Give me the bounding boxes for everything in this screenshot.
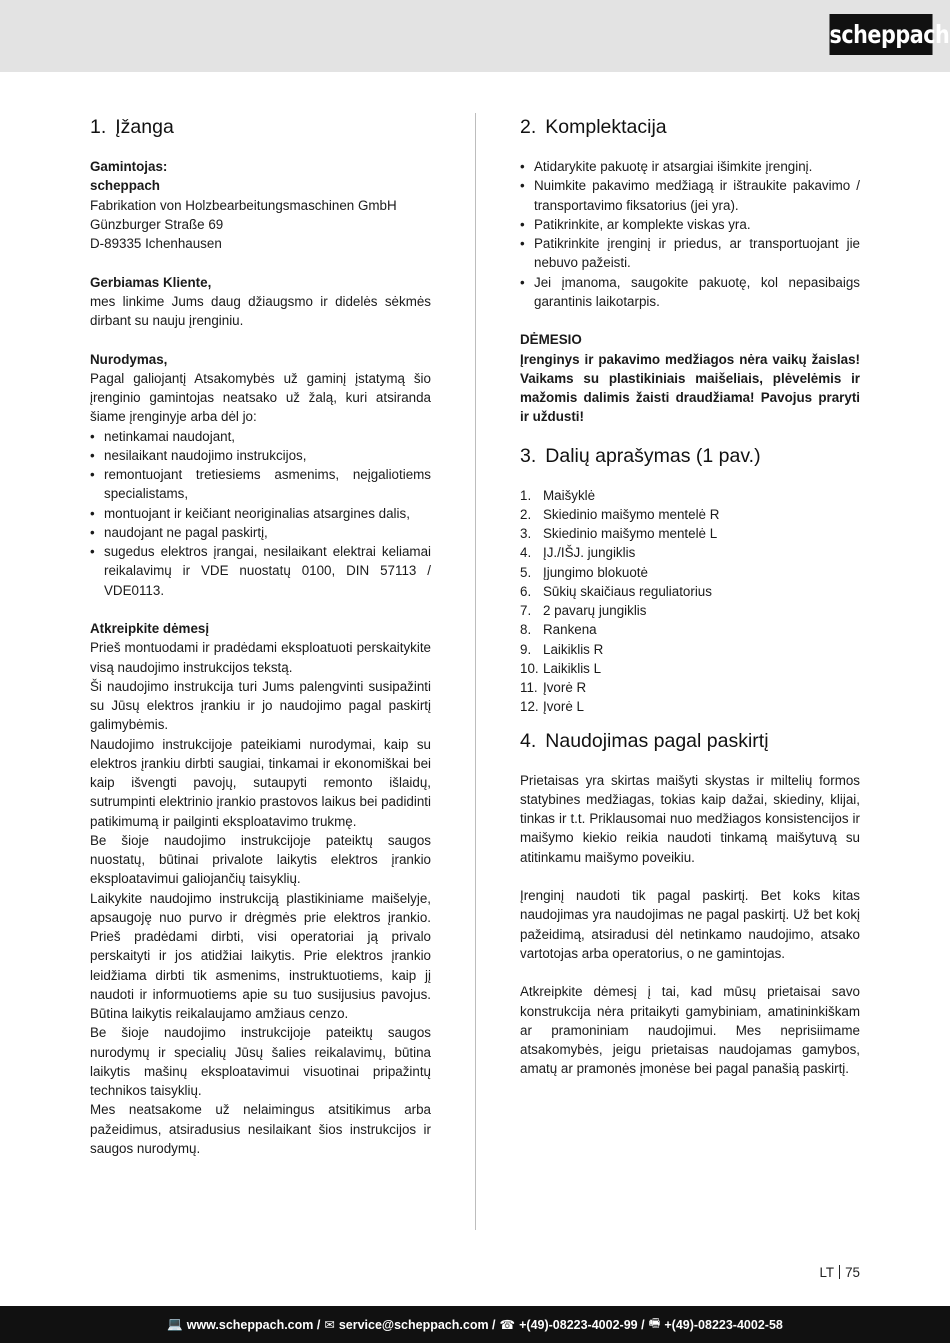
list-item: • sugedus elektros įrangai, nesilaikant elektrai keliamai reikalavimų ir VDE nuostatų 0100, DIN 57113 / VDE0113. — [90, 542, 431, 600]
footer-website: www.scheppach.com / — [186, 1317, 321, 1332]
attention-paragraph: Prieš montuodami ir pradėdami eksploatuoti perskaitykite visą naudojimo instrukcijos tekstą. — [90, 640, 431, 675]
scheppach-logo: scheppach — [829, 14, 932, 55]
parts-list — [520, 486, 860, 717]
attention-paragraph: Laikykite naudojimo instrukciją plastikiniame maišelyje, apsaugoję nuo purvo ir drėgmės prie elektros įrankio. Prieš pradėdami dirbti, visi operatoriai ją privalo perskaityti ir jos atidžiai laikytis. Prie elektros įrankio leidžiama dirbti tik asmenims, instruktuotiems, kaip jį naudoti ir informuotiems apie su tuo susijusius pavojus. Būtina laikytis reikalaujamo amžiaus cenzo. — [90, 890, 431, 1021]
footer-email: service@scheppach.com / — [338, 1317, 496, 1332]
list-item: • Patikrinkite, ar komplekte viskas yra. — [520, 215, 860, 234]
warning-label: DĖMESIO — [520, 332, 582, 348]
left-column — [90, 113, 431, 1158]
address-line: D-89335 Ichenhausen — [90, 236, 222, 251]
list-item: 1. Maišyklė — [520, 487, 596, 503]
section-3-heading: 3. Dalių aprašymas (1 pav.) — [520, 444, 761, 467]
list-item: 10. Laikiklis L — [520, 660, 602, 676]
address-line: Fabrikation von Holzbearbeitungsmaschinen GmbH — [90, 197, 397, 213]
attention-paragraph: Mes neatsakome už nelaimingus atsitikimus arba pažeidimus, atsiradusius nesilaikant šios instrukcijos ir saugos nurodymų. — [90, 1102, 431, 1156]
phone-icon: ☎ — [499, 1318, 516, 1332]
attention-paragraph: Ši naudojimo instrukcija turi Jums palengvinti susipažinti su Jūsų elektros įrankiu ir jo naudojimo pagal paskirtį galimybėmis. — [90, 678, 431, 733]
note-label: Nurodymas, — [90, 351, 168, 367]
section-4-heading: 4. Naudojimas pagal paskirtį — [520, 729, 769, 752]
footer-phone: +(49)-08223-4002-99 / — [519, 1317, 645, 1332]
list-item: • remontuojant tretiesiems asmenims, neįgaliotiems specialistams, — [90, 465, 431, 504]
list-item: • Nuimkite pakavimo medžiagą ir ištraukite pakavimo / transportavimo fiksatorius (jei yra). — [520, 176, 860, 215]
section-2-heading: 2. Komplektacija — [520, 116, 667, 138]
list-item: • netinkamai naudojant, — [90, 427, 431, 446]
footer-fax: +(49)-08223-4002-58 — [664, 1317, 783, 1332]
footer-bar — [0, 1306, 950, 1343]
address-line: Günzburger Straße 69 — [90, 216, 224, 232]
list-item: • Jei įmanoma, saugokite pakuotę, kol nepasibaigs garantinis laikotarpis. — [520, 273, 860, 312]
computer-icon: 💻 — [167, 1317, 183, 1331]
section-1-heading: 1. Įžanga — [90, 116, 174, 138]
list-item: • naudojant ne pagal paskirtį, — [90, 523, 431, 542]
list-item: 11. Įvorė R — [520, 680, 587, 695]
list-item: • nesilaikant naudojimo instrukcijos, — [90, 446, 431, 465]
list-item: 5. Įjungimo blokuotė — [520, 564, 648, 580]
note-text: Pagal galiojantį Atsakomybės už gaminį įstatymą šio įrenginio gamintojas neatsako už žalą, kuri atsiranda šiame įrenginyje arba dėl jo: — [90, 370, 431, 425]
right-column — [520, 113, 860, 1079]
list-item: 12. Įvorė L — [520, 699, 584, 715]
usage-paragraph: Įrenginį naudoti tik pagal paskirtį. Bet koks kitas naudojimas yra naudojimas ne pagal paskirtį. Už bet kokį pažeidimą, atsiradusi dėl netinkamo naudojimo, atsako vartotojas arba operatorius, o ne gamintojas. — [520, 888, 860, 961]
header-bar — [0, 0, 950, 72]
list-item: 7. 2 pavarų jungiklis — [520, 603, 647, 618]
list-item: 2. Skiedinio maišymo mentelė R — [520, 506, 720, 522]
greeting-label: Gerbiamas Kliente, — [90, 274, 212, 290]
usage-paragraph: Prietaisas yra skirtas maišyti skystas ir miltelių formos statybines medžiagas, tokias kaip dažai, skiediny, klijai, tinkas ir t.t. Priklausomai nuo medžiagos konsistencijos ir maišymo kiekio reikia naudoti tinkamą maišytuvą su atitinkamu maišymo poveikiu. — [520, 772, 860, 865]
attention-label: Atkreipkite dėmesį — [90, 621, 210, 636]
list-item: 8. Rankena — [520, 622, 597, 638]
attention-paragraph: Be šioje naudojimo instrukcijoje pateiktų saugos nuostatų, būtinai privalote laikytis elektros įrankio eksploatavimui galiojančių taisyklių. — [90, 832, 431, 887]
column-divider — [475, 113, 476, 1230]
attention-paragraph: Be šioje naudojimo instrukcijoje pateiktų saugos nurodymų ir specialių Jūsų šalies reikalavimų, būtina laikytis mašinų eksploatavimui visuotinai pripažintų technikos taisyklių. — [90, 1025, 431, 1098]
manufacturer-label: Gamintojas: — [90, 159, 168, 174]
page-number: LT 75 — [819, 1265, 860, 1280]
list-item: 9. Laikiklis R — [520, 641, 604, 657]
list-item: 3. Skiedinio maišymo mentelė L — [520, 526, 718, 541]
list-item: • Atidarykite pakuotę ir atsargiai išimkite įrenginį. — [520, 157, 860, 176]
list-item: 4. ĮJ./IŠJ. jungiklis — [520, 545, 636, 561]
greeting-text: mes linkime Jums daug džiaugsmo ir didelės sėkmės dirbant su nauju įrenginiu. — [90, 293, 431, 328]
fax-icon: 🖷 — [648, 1316, 661, 1330]
mail-icon: ✉ — [324, 1318, 335, 1332]
warning-text: Įrenginys ir pakavimo medžiagos nėra vaikų žaislas! Vaikams su plastikiniais maišeliais, plėvelėmis ir mažomis dalimis žaisti draudžiama! Pavojus praryti ir uždusti! — [520, 351, 860, 425]
list-item: • montuojant ir keičiant neoriginalias atsargines dalis, — [90, 504, 431, 523]
unpacking-list — [520, 157, 860, 311]
list-item: 6. Sūkių skaičiaus reguliatorius — [520, 583, 712, 599]
manufacturer-name: scheppach — [90, 178, 160, 194]
usage-paragraph: Atkreipkite dėmesį į tai, kad mūsų prietaisai savo konstrukcija nėra pritaikyti gamybiniam, amatininkiškam ar pramoniniam naudojimui. Mes neprisiimame atsakomybės, jeigu prietaisas naudojamas gamybos, amatų ar pramonės įmonėse bei pagal panašią paskirtį. — [520, 984, 860, 1077]
liability-list — [90, 427, 431, 600]
list-item: • Patikrinkite įrenginį ir priedus, ar transportuojant jie nebuvo pažeisti. — [520, 234, 860, 273]
attention-paragraph: Naudojimo instrukcijoje pateikiami nurodymai, kaip su elektros įrankiu dirbti saugiai, tinkamai ir ekonomiškai bei kaip išvengti pavojų, sutaupyti remonto išlaidų, sutrumpinti elektrinio įrankio prastovos laikus bei padidinti patikimumą ir pailginti eksploatavimo trukmę. — [90, 736, 431, 829]
